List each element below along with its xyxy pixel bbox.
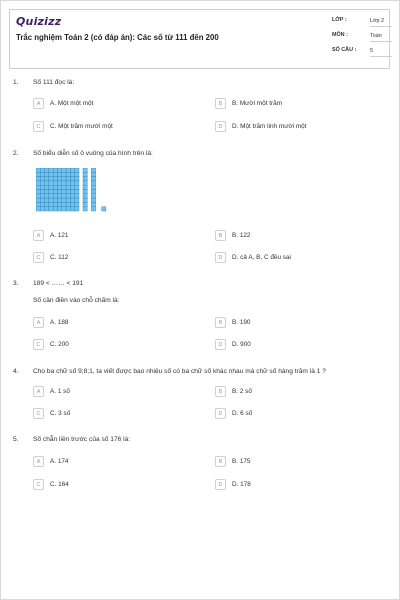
hundred-block-cell: [40, 190, 44, 194]
hundred-block-cell: [40, 207, 44, 211]
hundred-block-cell: [49, 202, 53, 206]
option-letter: A: [33, 456, 44, 467]
option-letter: A: [33, 98, 44, 109]
hundred-block-cell: [53, 181, 57, 185]
option-text: C. 164: [50, 481, 69, 488]
hundred-block-cell: [36, 194, 40, 198]
question-number: 5.: [13, 436, 19, 443]
hundred-block-cell: [45, 202, 49, 206]
meta-value: Toán: [370, 30, 392, 42]
hundred-block-cell: [36, 185, 40, 189]
hundred-block-cell: [58, 190, 62, 194]
hundred-block-cell: [66, 181, 70, 185]
option-text: D. 6 số: [232, 410, 253, 417]
hundred-block-cell: [40, 177, 44, 181]
hundred-block-cell: [62, 194, 66, 198]
hundred-block-cell: [58, 194, 62, 198]
hundred-block-cell: [40, 198, 44, 202]
hundred-block-cell: [45, 181, 49, 185]
question-number: 2.: [13, 150, 19, 157]
hundred-block-cell: [70, 190, 74, 194]
ten-rod-cell: [83, 207, 87, 211]
hundred-block-cell: [53, 194, 57, 198]
question-subtext: Số cần điền vào chỗ chấm là:: [33, 297, 120, 304]
option-letter: D: [215, 339, 226, 350]
meta-value: 5: [370, 45, 392, 57]
option-letter: C: [33, 121, 44, 132]
ten-rod-cell: [83, 190, 87, 194]
hundred-block-cell: [70, 185, 74, 189]
hundred-block-cell: [53, 185, 57, 189]
ten-rod-cell: [91, 185, 95, 189]
hundred-block-cell: [40, 181, 44, 185]
hundred-block-cell: [49, 172, 53, 176]
hundred-block-cell: [66, 172, 70, 176]
page-title: Trắc nghiệm Toán 2 (có đáp án): Các số từ 111 đến 200: [16, 33, 219, 42]
hundred-block-cell: [36, 168, 40, 172]
hundred-block-cell: [58, 168, 62, 172]
hundred-block-cell: [40, 168, 44, 172]
hundred-block-cell: [75, 202, 79, 206]
ten-rod-cell: [91, 194, 95, 198]
hundred-block-cell: [49, 194, 53, 198]
hundred-block-cell: [62, 202, 66, 206]
hundred-block-cell: [49, 185, 53, 189]
meta-row-class: [332, 15, 387, 30]
ten-rod-cell: [83, 194, 87, 198]
question-text: Số 111 đọc là:: [33, 79, 75, 86]
hundred-block-cell: [62, 185, 66, 189]
hundred-block-cell: [45, 190, 49, 194]
hundred-block-cell: [62, 190, 66, 194]
option-text: C. 112: [50, 254, 69, 261]
hundred-block-cell: [53, 207, 57, 211]
hundred-block-cell: [45, 168, 49, 172]
hundred-block-cell: [75, 190, 79, 194]
option-letter: B: [215, 456, 226, 467]
hundred-block-cell: [36, 198, 40, 202]
hundred-block-cell: [53, 198, 57, 202]
ten-rod-cell: [83, 172, 87, 176]
option-text: C. 200: [50, 341, 69, 348]
hundred-block-cell: [36, 190, 40, 194]
option-letter: B: [215, 317, 226, 328]
hundred-block-cell: [58, 207, 62, 211]
hundred-block-cell: [49, 181, 53, 185]
hundred-block-cell: [66, 168, 70, 172]
hundred-block-cell: [58, 177, 62, 181]
question-text: Số chẵn liền trước của số 176 là:: [33, 436, 131, 443]
option-letter: D: [215, 479, 226, 490]
ten-rod-cell: [91, 207, 95, 211]
meta-label: LỚP :: [332, 17, 347, 23]
hundred-block-cell: [62, 177, 66, 181]
meta-value: Lớp 2: [370, 15, 392, 27]
hundred-block-cell: [58, 198, 62, 202]
hundred-block-cell: [62, 198, 66, 202]
option-letter: D: [215, 121, 226, 132]
question-number: 1.: [13, 79, 19, 86]
option-letter: D: [215, 408, 226, 419]
hundred-block-cell: [40, 185, 44, 189]
option-letter: C: [33, 408, 44, 419]
hundred-block-cell: [70, 194, 74, 198]
hundred-block-cell: [45, 194, 49, 198]
hundred-block-cell: [66, 177, 70, 181]
option-text: A. 188: [50, 319, 69, 326]
ten-rod-cell: [91, 181, 95, 185]
hundred-block-cell: [36, 177, 40, 181]
hundred-block-cell: [58, 202, 62, 206]
hundred-block-cell: [58, 181, 62, 185]
unit-cube: [102, 207, 106, 211]
option-text: B. 175: [232, 458, 251, 465]
hundred-block-cell: [49, 168, 53, 172]
question-number: 4.: [13, 368, 19, 375]
hundred-block-cell: [70, 168, 74, 172]
option-text: B. 122: [232, 232, 251, 239]
hundred-block-cell: [49, 190, 53, 194]
option-letter: C: [33, 252, 44, 263]
ten-rod-cell: [83, 202, 87, 206]
hundred-block-cell: [70, 181, 74, 185]
ten-rod-cell: [91, 202, 95, 206]
hundred-block-cell: [49, 177, 53, 181]
hundred-block-cell: [62, 181, 66, 185]
hundred-block-cell: [40, 194, 44, 198]
hundred-block-cell: [36, 181, 40, 185]
meta-row-subject: [332, 30, 387, 45]
hundred-block-cell: [75, 177, 79, 181]
option-text: D. 178: [232, 481, 251, 488]
ten-rod-cell: [91, 190, 95, 194]
hundred-block-cell: [70, 177, 74, 181]
hundred-block-cell: [66, 190, 70, 194]
hundred-block-cell: [66, 207, 70, 211]
hundred-block-cell: [62, 168, 66, 172]
hundred-block-cell: [45, 207, 49, 211]
ten-rod-cell: [91, 177, 95, 181]
hundred-block-cell: [53, 177, 57, 181]
question-text: 189 < …… < 191: [33, 280, 84, 287]
hundred-block-cell: [66, 185, 70, 189]
option-letter: A: [33, 230, 44, 241]
hundred-block-cell: [45, 198, 49, 202]
option-text: A. 1 số: [50, 388, 70, 395]
option-letter: A: [33, 386, 44, 397]
option-text: B. 2 số: [232, 388, 252, 395]
question-text: Số biểu diễn số ô vuông của hình trên là:: [33, 150, 153, 157]
option-text: A. Một một một: [50, 100, 94, 107]
ten-rod-cell: [83, 177, 87, 181]
hundred-block-cell: [62, 172, 66, 176]
ten-rod-cell: [83, 198, 87, 202]
question-number: 3.: [13, 280, 19, 287]
hundred-block-cell: [49, 198, 53, 202]
ten-rod-cell: [91, 168, 95, 172]
hundred-block-cell: [49, 207, 53, 211]
option-text: C. 3 số: [50, 410, 71, 417]
hundred-block-cell: [75, 172, 79, 176]
hundred-block-cell: [40, 172, 44, 176]
option-text: A. 121: [50, 232, 69, 239]
meta-row-count: [332, 45, 387, 60]
option-letter: A: [33, 317, 44, 328]
hundred-block-cell: [75, 185, 79, 189]
option-text: C. Một trăm mười một: [50, 123, 113, 130]
option-text: B. 190: [232, 319, 251, 326]
hundred-block-cell: [36, 207, 40, 211]
base-ten-blocks-figure: [36, 168, 116, 214]
hundred-block-cell: [45, 172, 49, 176]
hundred-block-cell: [58, 185, 62, 189]
hundred-block-cell: [66, 198, 70, 202]
hundred-block-cell: [66, 202, 70, 206]
ten-rod-cell: [83, 168, 87, 172]
meta-label: SỐ CÂU :: [332, 47, 357, 53]
hundred-block-cell: [40, 202, 44, 206]
option-letter: B: [215, 98, 226, 109]
hundred-block-cell: [75, 168, 79, 172]
hundred-block-cell: [75, 181, 79, 185]
meta-label: MÔN :: [332, 32, 348, 38]
option-text: B. Mười một trăm: [232, 100, 283, 107]
option-letter: D: [215, 252, 226, 263]
hundred-block-cell: [70, 202, 74, 206]
hundred-block-cell: [36, 172, 40, 176]
hundred-block-cell: [36, 202, 40, 206]
hundred-block-cell: [62, 207, 66, 211]
hundred-block-cell: [45, 185, 49, 189]
hundred-block-cell: [75, 194, 79, 198]
ten-rod-cell: [91, 198, 95, 202]
ten-rod-cell: [83, 181, 87, 185]
quizizz-logo: Quizizz: [16, 15, 62, 28]
hundred-block-cell: [66, 194, 70, 198]
hundred-block-cell: [70, 198, 74, 202]
option-letter: B: [215, 386, 226, 397]
option-text: D. 900: [232, 341, 251, 348]
option-letter: C: [33, 479, 44, 490]
option-text: D. cả A, B, C đều sai: [232, 254, 291, 261]
hundred-block-cell: [45, 177, 49, 181]
meta-box: [332, 15, 387, 60]
hundred-block-cell: [53, 190, 57, 194]
hundred-block-cell: [75, 198, 79, 202]
hundred-block-cell: [70, 172, 74, 176]
option-text: D. Một trăm linh mười một: [232, 123, 307, 130]
option-text: A. 174: [50, 458, 69, 465]
hundred-block-cell: [53, 168, 57, 172]
hundred-block-cell: [53, 172, 57, 176]
ten-rod-cell: [91, 172, 95, 176]
hundred-block-cell: [58, 172, 62, 176]
option-letter: B: [215, 230, 226, 241]
hundred-block-cell: [75, 207, 79, 211]
hundred-block-cell: [53, 202, 57, 206]
ten-rod-cell: [83, 185, 87, 189]
option-letter: C: [33, 339, 44, 350]
question-text: Cho ba chữ số 9;8;1, ta viết được bao nhiêu số có ba chữ số khác nhau mà chữ số hàng trăm là 1 ?: [33, 368, 326, 375]
worksheet-header: [9, 9, 390, 69]
hundred-block-cell: [70, 207, 74, 211]
